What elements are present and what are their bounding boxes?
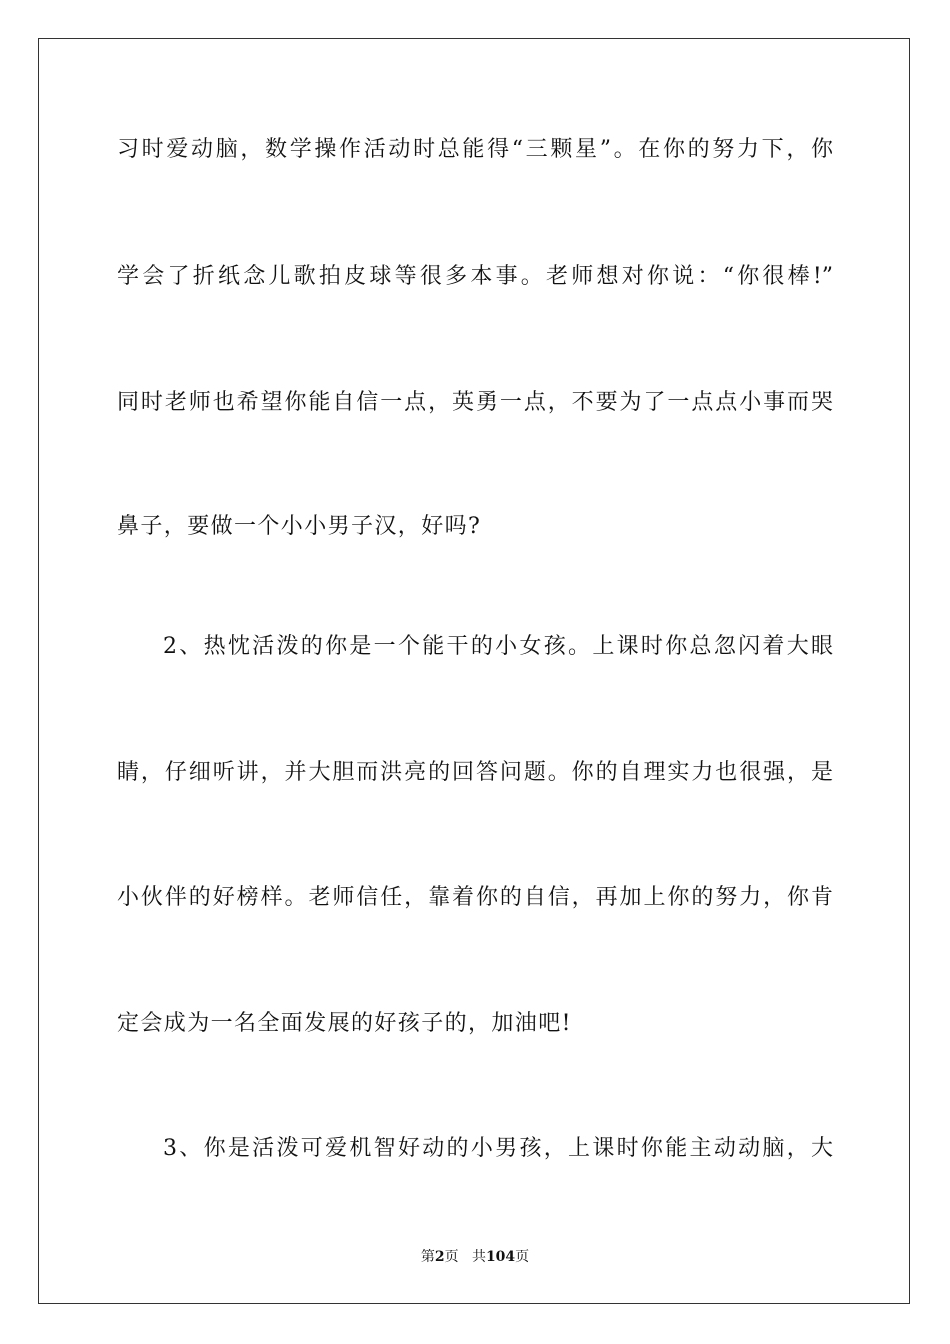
page-footer (0, 1248, 950, 1266)
total-suffix: 页 (515, 1249, 530, 1265)
body-line-2: 学会了折纸念儿歌拍皮球等很多本事。老师想对你说：“你很棒!” (117, 264, 833, 289)
total-pages-number: 104 (485, 1249, 516, 1265)
body-line-8: 定会成为一名全面发展的好孩子的，加油吧! (117, 1011, 572, 1036)
page-suffix: 页 (444, 1249, 459, 1265)
body-line-7: 小伙伴的好榜样。老师信任，靠着你的自信，再加上你的努力，你肯 (117, 885, 833, 910)
body-line-6: 睛，仔细听讲，并大胆而洪亮的回答问题。你的自理实力也很强，是 (117, 760, 833, 785)
page-border (38, 38, 910, 1304)
body-line-1: 习时爱动脑，数学操作活动时总能得“三颗星”。在你的努力下，你 (117, 137, 833, 162)
paragraph-2-line-1: 2、热忱活泼的你是一个能干的小女孩。上课时你总忽闪着大眼 (163, 634, 833, 659)
page-prefix: 第 (420, 1249, 435, 1265)
total-prefix: 共 (471, 1249, 486, 1265)
body-line-4: 鼻子，要做一个小小男子汉，好吗? (117, 514, 482, 539)
current-page-number: 2 (434, 1249, 445, 1265)
paragraph-3-line-1: 3、你是活泼可爱机智好动的小男孩，上课时你能主动动脑，大 (163, 1136, 833, 1161)
body-line-3: 同时老师也希望你能自信一点，英勇一点，不要为了一点点小事而哭 (117, 390, 833, 415)
